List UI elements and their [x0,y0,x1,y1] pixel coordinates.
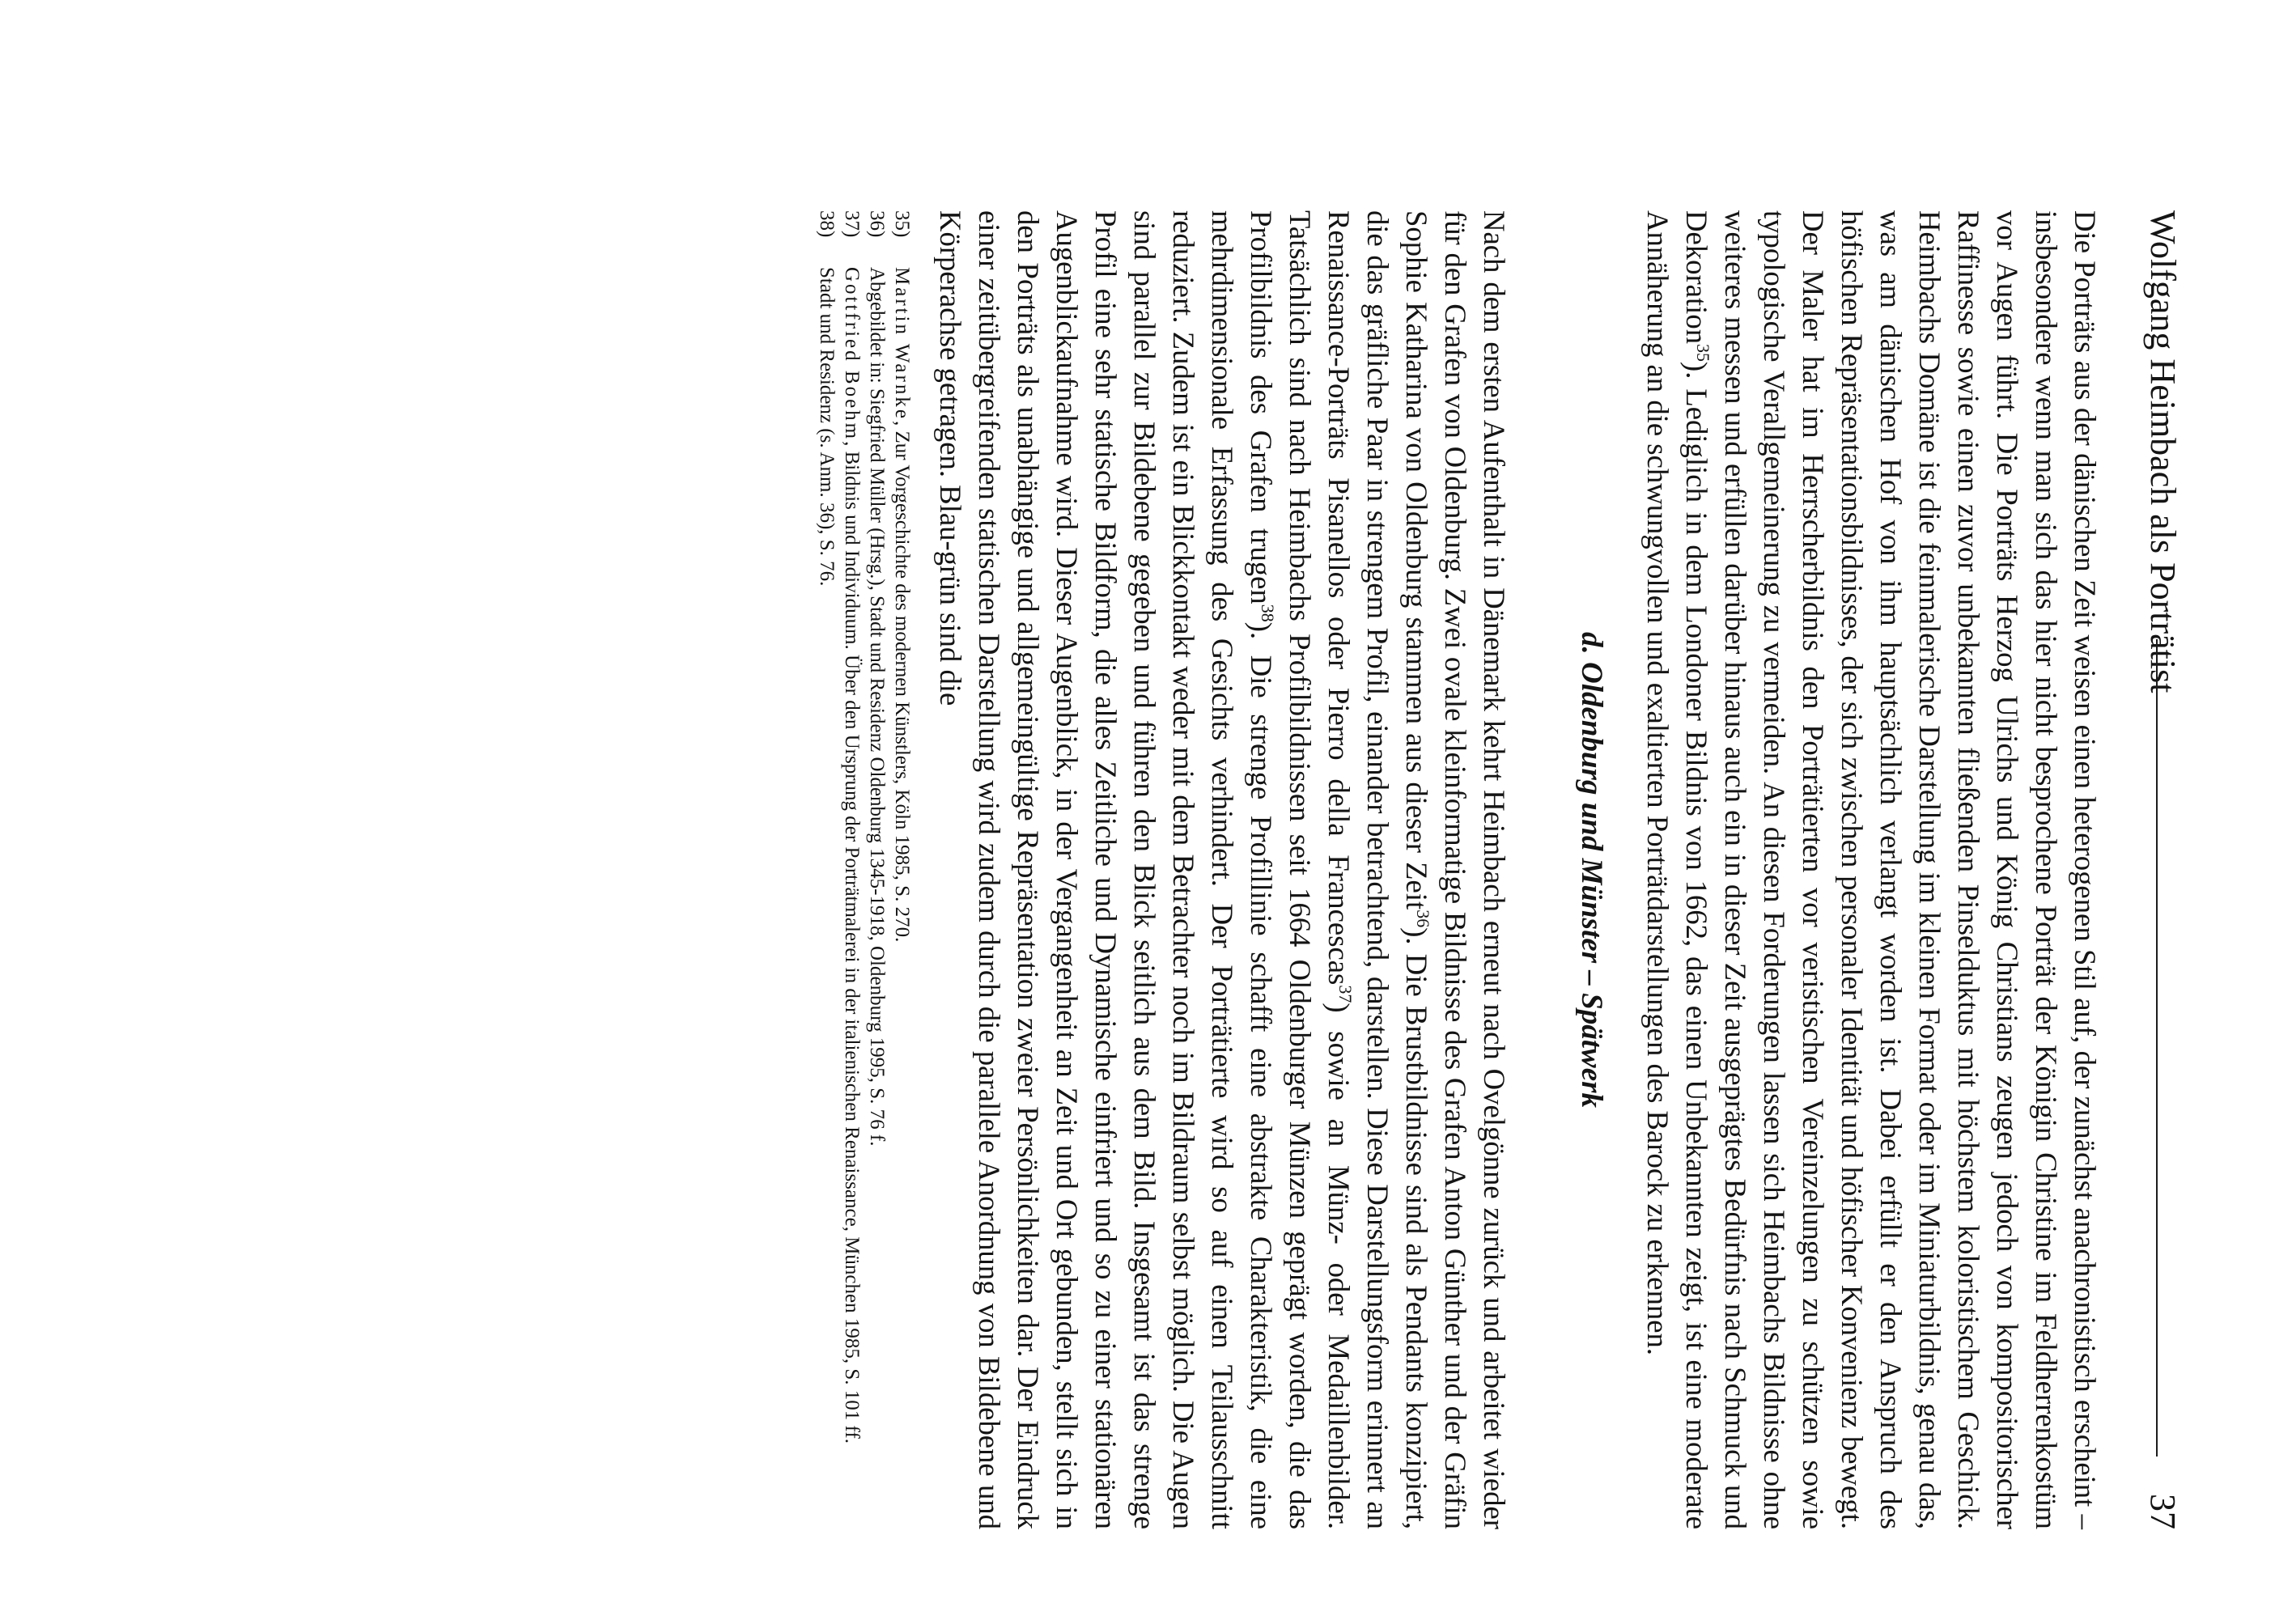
footnote-author: Martin Warnke [891,267,913,421]
paragraph-2-text: Nach dem ersten Aufenthalt in Dänemark kehrt Heimbach erneut nach Ovelgönne zurück und arbeitet wieder für den Grafen von Oldenburg. Zwei ovale kleinformatige Bildnisse des Grafen Anton Günther und der Gräfin Sophie Katharina von Oldenburg stammen aus dieser Zeit [1400,210,1511,1529]
footnote-number: 38) [816,210,838,238]
footnote-text: Abgebildet in: Siegfried Müller (Hrsg.), Stadt und Residenz Oldenburg 1345-1918, Oldenburg 1995, S. 76 f. [866,267,888,1147]
paragraph-2-text: ) sowie an Münz- oder Medaillenbilder. Tatsächlich sind nach Heimbachs Profilbildnissen seit 1664 Oldenburger Münzen geprägt worden, die das Profilbildnis des Grafen trugen [1245,210,1356,1529]
footnote-number: 36) [866,210,888,238]
footnote-number: 37) [841,210,863,238]
book-page [227,210,2185,1529]
paragraph-1 [1638,210,2104,1529]
footnote-author: Gottfried Boehm [841,267,863,442]
footnote-text: , Bildnis und Individuum. Über den Ursprung der Porträtmalerei in der italienischen Renaissance, München 1985, S. 101 ff. [841,441,863,1444]
paragraph-2-text: ). Die strenge Profillinie schafft eine abstrakte Charakteristik, die eine mehrdimensionale Erfassung des Gesichts verhindert. Der Porträtierte wird so auf einen Teilausschnitt reduziert. Zudem ist ein Blickkontakt weder mit dem Betrachter noch im Bildraum selbst möglich. Die Augen sind parallel zur Bildebene gegeben und führen den Blick seitlich aus dem Bild. Insgesamt ist das strenge Profil eine sehr statische Bildform, die alles Zeitliche und Dynamische einfriert und so zu einer stationären Augenblickaufnahme wird. Dieser Augenblick, in der Vergangenheit an Zeit und Ort gebunden, stellt sich in den Porträts als unabhängige und allgemeingültige Repräsentation zweier Persönlichkeiten dar. Der Eindruck einer zeitübergreifenden statischen Darstellung wird zudem durch die parallele Anordnung von Bildebene und Körperachse getragen. Blau-grün sind die [934,210,1278,1529]
footnote-35 [889,210,915,1529]
paragraph-2-text: ). Die Brustbildnisse sind als Pendants konzipiert, die das gräfliche Paar in strengem Profil, einander betrachtend, darstellen. Diese Darstellungsform erinnert an Renaissance-Porträts Pisanellos oder Pierro della Francescas [1322,210,1433,1529]
footnote-ref-35: 35 [1693,344,1714,363]
footnote-ref-38: 38 [1258,604,1279,622]
paragraph-2 [931,210,1513,1529]
running-head [2137,210,2185,1529]
paragraph-1-text: ). Lediglich in dem Londoner Bildnis von 1662, das einen Unbekannten zeigt, ist eine moderate Annäherung an die schwungvollen und exaltierten Porträtdarstellungen des Barock zu erkennen. [1641,210,1713,1529]
paragraph-1-text: Die Porträts aus der dänischen Zeit weisen einen heterogenen Stil auf, der zunächst anachronistisch erscheint – insbesondere wenn man sich das hier nicht besprochene Porträt der Königin Christine im Feldherrenkostüm vor Augen führt. Die Porträts Herzog Ulrichs und König Christians zeugen jedoch von kompositorischer Raffinesse sowie einen zuvor unbekannten fließenden Pinselduktus mit höchstem koloristischem Geschick. Heimbachs Domäne ist die feinmalerische Darstellung im kleinen Format oder im Miniaturbildnis, genau das, was am dänischen Hof von ihm hauptsächlich verlangt worden ist. Dabei erfüllt er den Anspruch des höfischen Repräsentationsbildnisses, der sich zwischen personaler Identität und höfischer Konvenienz bewegt. Der Maler hat im Herrscherbildnis den Porträtierten vor veristischen Vereinzelungen zu schützen sowie typologische Verallgemeinerung zu vermeiden. An diesen Forderungen lassen sich Heimbachs Bildnisse ohne weiteres messen und erfüllen darüber hinaus auch ein in dieser Zeit ausgeprägtes Bedürfnis nach Schmuck und Dekoration [1680,210,2102,1529]
footnote-text: Stadt und Residenz (s. Anm. 36), S. 76. [816,267,838,587]
footnote-text: , Zur Vorgeschichte des modernen Künstlers, Köln 1985, S. 270. [891,420,913,943]
footnote-ref-36: 36 [1413,910,1434,928]
footnotes [814,210,915,1529]
running-head-title: Wolfgang Heimbach als Porträtist [2143,210,2183,693]
footnote-ref-37: 37 [1335,985,1356,1003]
footnote-36 [864,210,889,1529]
running-head-rule [2156,639,2158,1457]
footnote-number: 35) [891,210,913,238]
section-heading: d. Oldenburg und Münster – Spätwerk [1575,631,1608,1109]
page-number: 37 [2143,1494,2183,1529]
footnote-38 [814,210,839,1529]
footnote-37 [839,210,864,1529]
